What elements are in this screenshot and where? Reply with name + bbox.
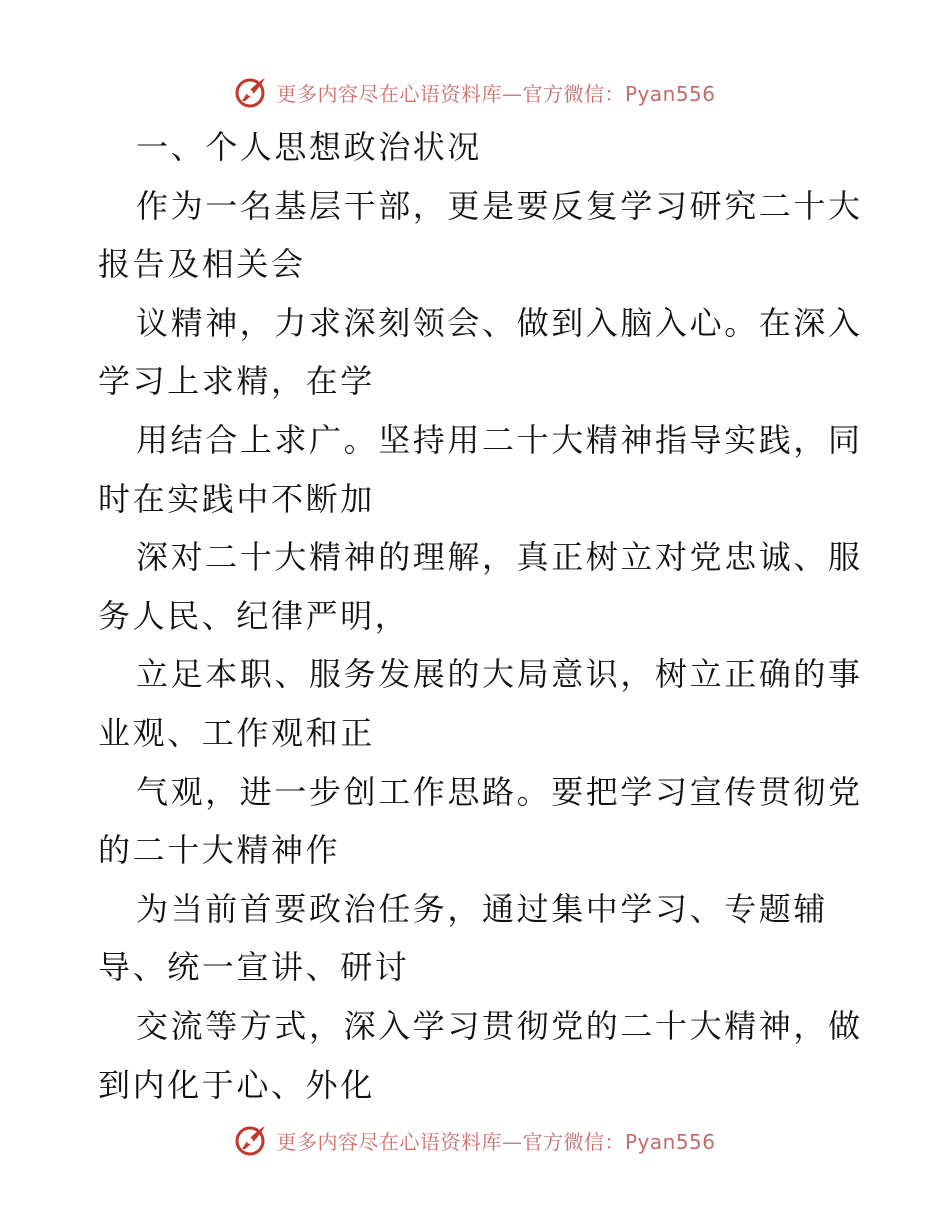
paragraph-line: 务人民、纪律严明， [98, 596, 410, 635]
paragraph-line: 的二十大精神作 [98, 831, 341, 870]
header-watermark [0, 70, 950, 114]
watermark-wechat-id: Pyan556 [624, 81, 716, 106]
watermark-wechat-id: Pyan556 [624, 1129, 716, 1154]
watermark-official-label: 官方微信： [522, 1129, 625, 1154]
footer-watermark [0, 1118, 950, 1162]
section-heading: 一、个人思想政治状况 [136, 128, 483, 166]
watermark-official-label: 官方微信： [522, 81, 625, 106]
quill-logo-icon [234, 1123, 268, 1157]
paragraph-line: 报告及相关会 [98, 245, 306, 284]
paragraph-line: 气观，进一步创工作思路。要把学习宣传贯彻党 [136, 772, 863, 811]
paragraph-line: 学习上求精，在学 [98, 362, 375, 401]
paragraph-line: 深对二十大精神的理解，真正树立对党忠诚、服 [136, 538, 863, 577]
paragraph-line: 导、统一宣讲、研讨 [98, 948, 410, 987]
paragraph-line: 交流等方式，深入学习贯彻党的二十大精神，做 [136, 1006, 863, 1045]
paragraph-line: 为当前首要政治任务，通过集中学习、专题辅 [136, 889, 829, 928]
paragraph-line: 作为一名基层干部，更是要反复学习研究二十大 [136, 186, 863, 225]
paragraph-line: 立足本职、服务发展的大局意识，树立正确的事 [136, 655, 863, 694]
paragraph-line: 用结合上求广。坚持用二十大精神指导实践，同 [136, 420, 863, 459]
quill-logo-icon [234, 75, 268, 109]
paragraph-line: 时在实践中不断加 [98, 479, 375, 518]
watermark-brand: 更多内容尽在心语资料库 [276, 1129, 502, 1154]
paragraph-line: 到内化于心、外化 [98, 1065, 375, 1104]
watermark-brand: 更多内容尽在心语资料库 [276, 81, 502, 106]
watermark-separator: — [501, 81, 523, 106]
paragraph-line: 议精神，力求深刻领会、做到入脑入心。在深入 [136, 303, 863, 342]
document-body [98, 118, 863, 1114]
watermark-separator: — [501, 1129, 523, 1154]
paragraph-line: 业观、工作观和正 [98, 713, 375, 752]
